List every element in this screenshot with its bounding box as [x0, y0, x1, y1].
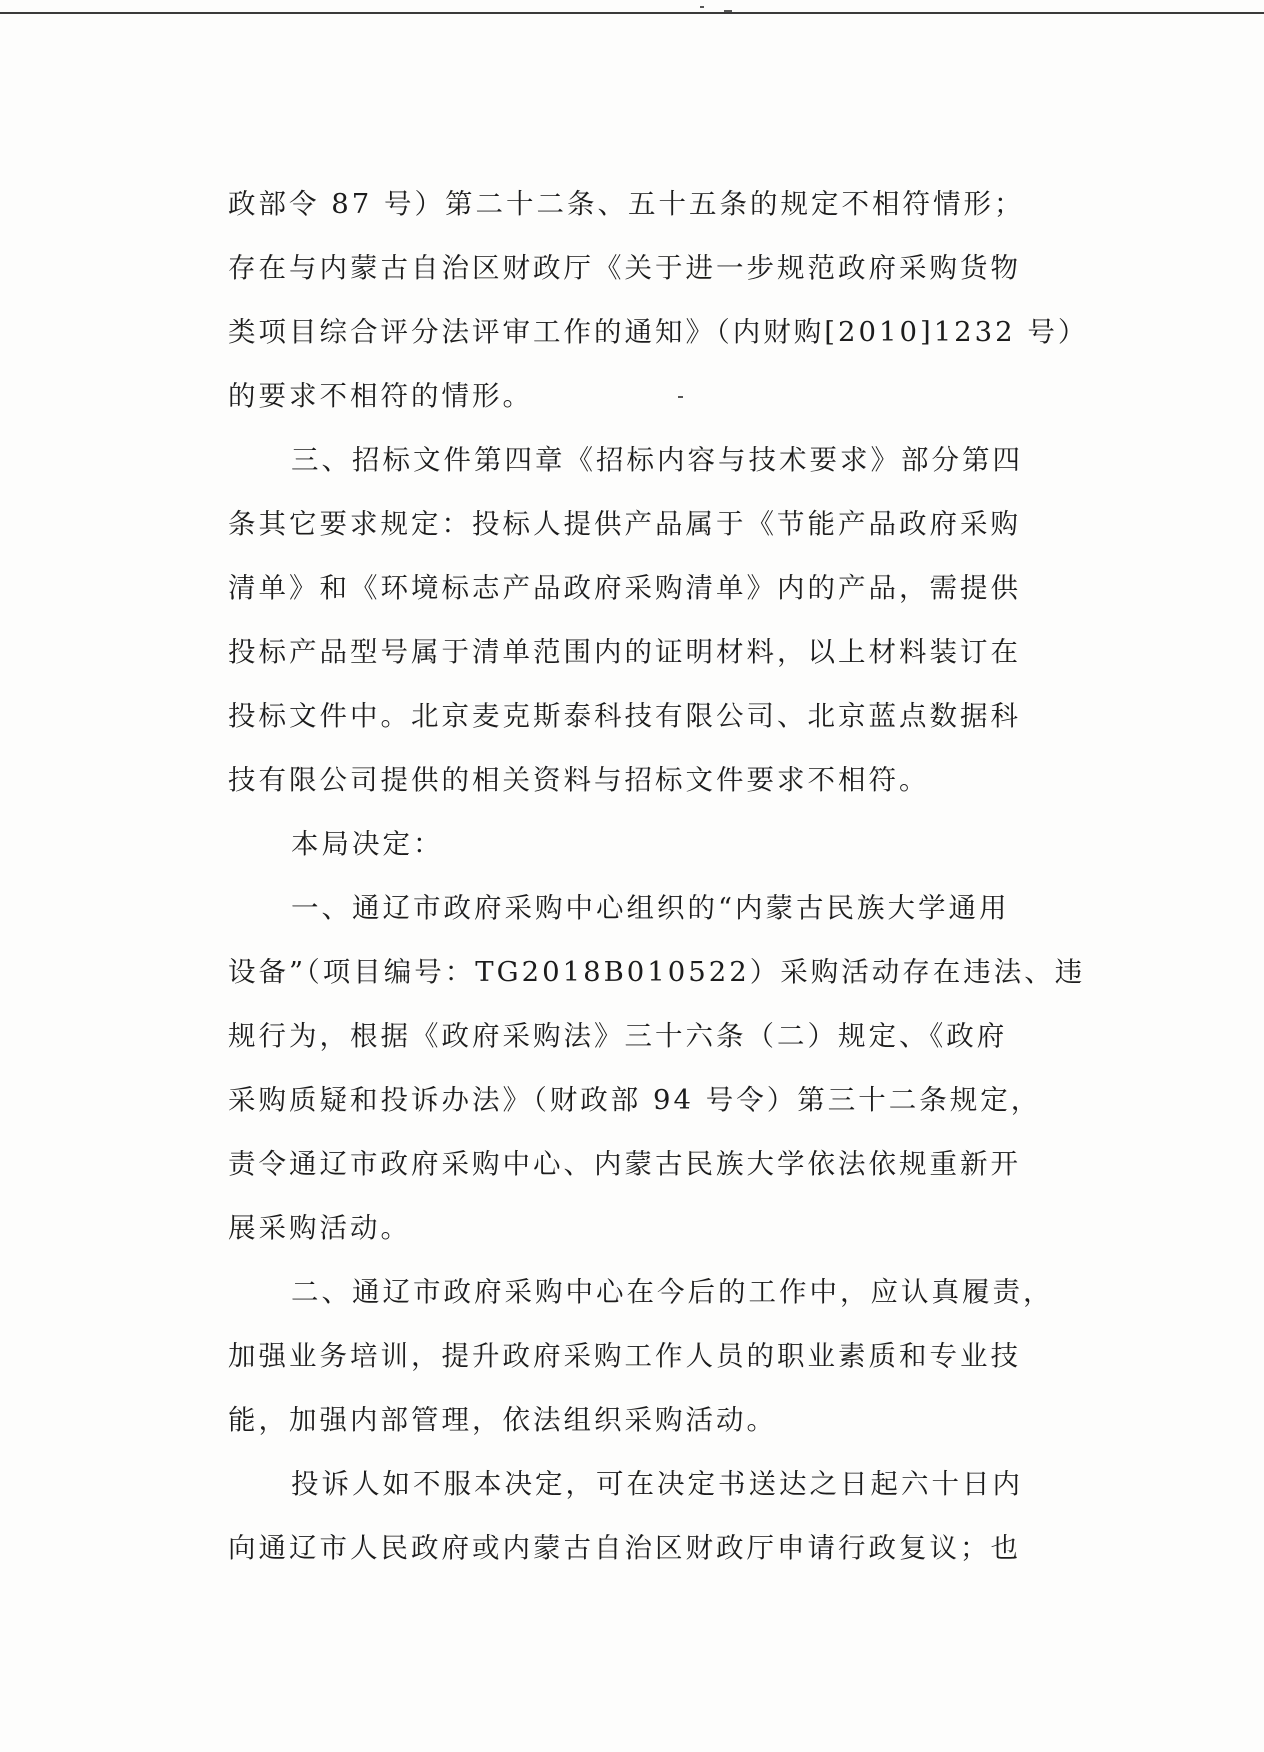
top-border-line: [0, 12, 1264, 14]
text-line: 技有限公司提供的相关资料与招标文件要求不相符。: [228, 764, 930, 796]
text-line: 投标文件中。北京麦克斯泰科技有限公司、北京蓝点数据科: [228, 700, 1021, 732]
text-line: 加强业务培训，提升政府采购工作人员的职业素质和专业技: [228, 1340, 1021, 1372]
paragraph-start: 二、通辽市政府采购中心在今后的工作中，应认真履责，: [291, 1276, 1054, 1308]
paragraph-start: 投诉人如不服本决定，可在决定书送达之日起六十日内: [291, 1468, 1023, 1500]
paragraph-start: 三、招标文件第四章《招标内容与技术要求》部分第四: [291, 444, 1023, 476]
text-line: 政部令 87 号）第二十二条、五十五条的规定不相符情形；: [228, 188, 1025, 220]
text-line: 设备”（项目编号：TG2018B010522）采购活动存在违法、违: [228, 956, 1086, 988]
text-line: 的要求不相符的情形。: [228, 380, 533, 412]
text-line: 展采购活动。: [228, 1212, 411, 1244]
text-line: 投标产品型号属于清单范围内的证明材料，以上材料装订在: [228, 636, 1021, 668]
text-line: 规行为，根据《政府采购法》三十六条（二）规定、《政府: [228, 1020, 1008, 1052]
decision-heading: 本局决定：: [291, 828, 444, 860]
text-line: 向通辽市人民政府或内蒙古自治区财政厅申请行政复议；也: [228, 1532, 1021, 1564]
scan-speck: [700, 6, 704, 8]
document-body: [228, 172, 1098, 1580]
text-line: 能，加强内部管理，依法组织采购活动。: [228, 1404, 777, 1436]
scan-speck: [724, 10, 732, 12]
paragraph-start: 一、通辽市政府采购中心组织的“内蒙古民族大学通用: [291, 892, 1010, 924]
text-line: 清单》和《环境标志产品政府采购清单》内的产品，需提供: [228, 572, 1021, 604]
text-line: 责令通辽市政府采购中心、内蒙古民族大学依法依规重新开: [228, 1148, 1021, 1180]
text-line: 采购质疑和投诉办法》（财政部 94 号令）第三十二条规定，: [228, 1084, 1042, 1116]
text-line: 条其它要求规定：投标人提供产品属于《节能产品政府采购: [228, 508, 1021, 540]
text-line: 类项目综合评分法评审工作的通知》（内财购[2010]1232 号）: [228, 316, 1089, 348]
text-line: 存在与内蒙古自治区财政厅《关于进一步规范政府采购货物: [228, 252, 1021, 284]
